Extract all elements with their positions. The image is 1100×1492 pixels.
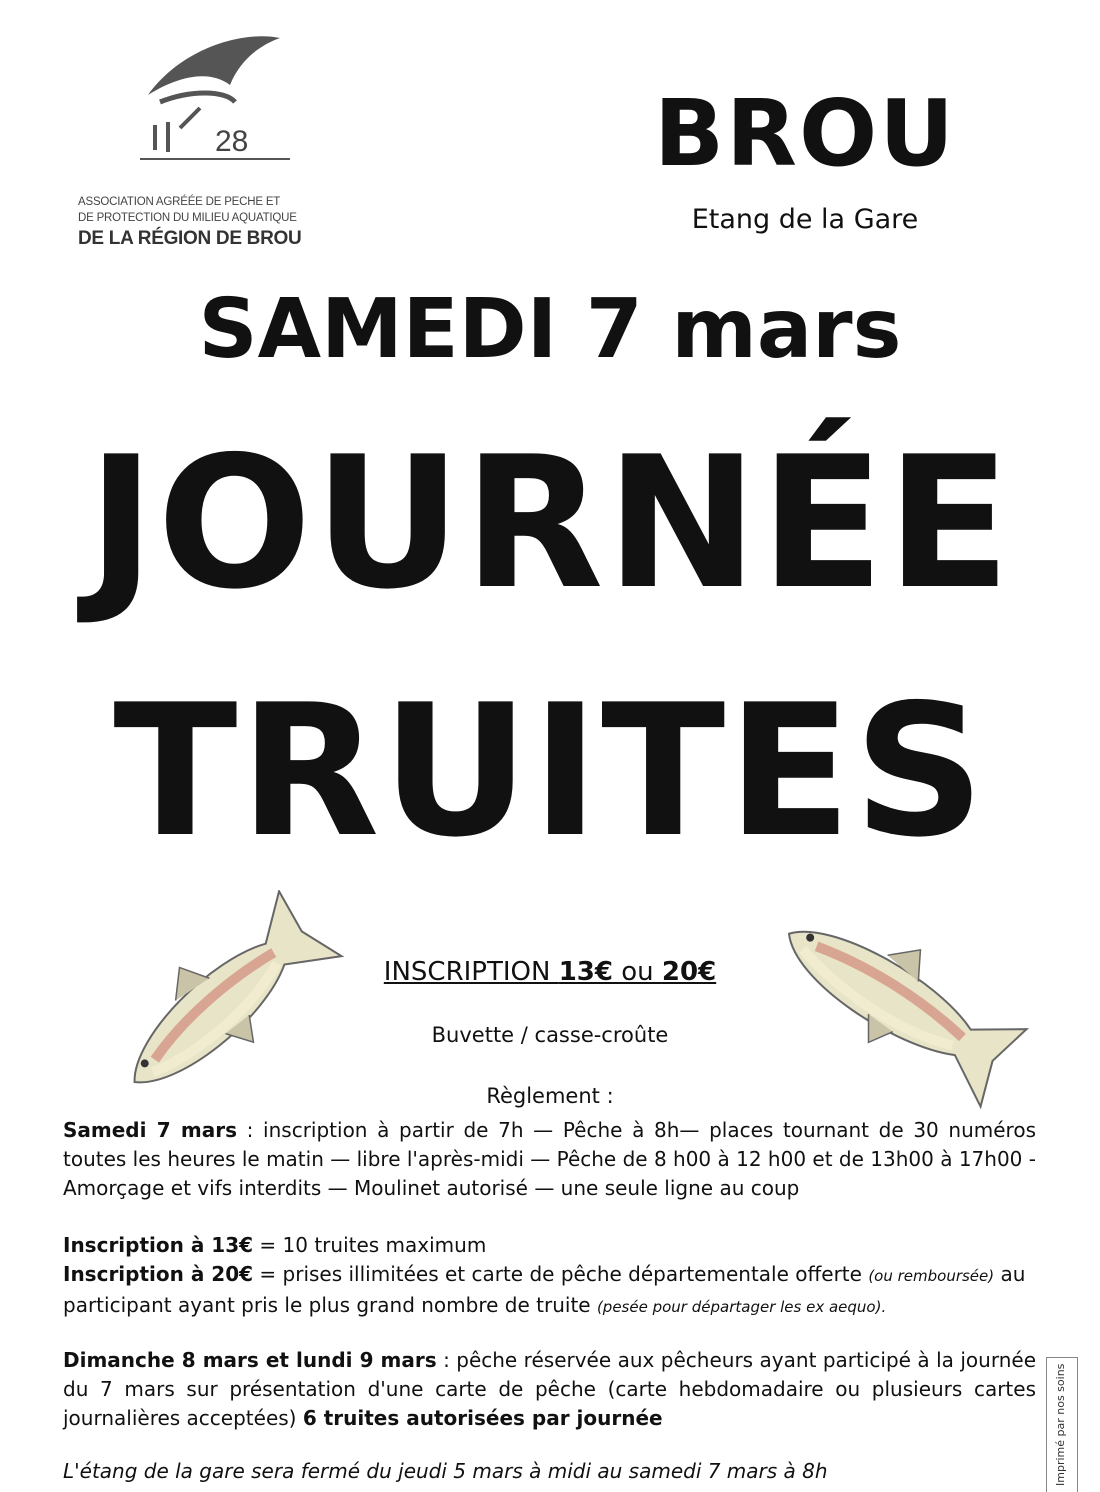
printer-note bbox=[1046, 1357, 1078, 1492]
rule-13-label: Inscription à 13€ bbox=[63, 1233, 254, 1257]
logo-text-line3: DE LA RÉGION DE BROU bbox=[78, 228, 302, 249]
rule-20-text-cont: au participant ayant pris le plus grand nombre de truite bbox=[63, 1262, 1026, 1317]
inscription-prices bbox=[330, 957, 770, 987]
closing-notice: L'étang de la gare sera fermé du jeudi 5 mars à midi au samedi 7 mars à 8h bbox=[63, 1459, 828, 1483]
rule-20-label: Inscription à 20€ bbox=[63, 1262, 254, 1286]
rule-saturday-label: Samedi 7 mars bbox=[63, 1118, 238, 1142]
event-title-line2: TRUITES bbox=[113, 665, 987, 877]
rule-saturday-text: : inscription à partir de 7h — Pêche à 8h— places tournant de 30 numéros toutes les heures le matin — libre l'après-midi — Pêche de 8 h00 à 12 h00 et de 13h00 à 17h00 - Amorçage et vifs interdits — Moulinet autorisé — une seule ligne au coup bbox=[63, 1118, 1036, 1200]
price-13: 13€ bbox=[558, 957, 613, 987]
rule-sunday-text: : pêche réservée aux pêcheurs ayant participé à la journée du 7 mars sur présentation d'une carte de pêche (carte hebdomadaire ou plusieurs cartes journalières acceptées) bbox=[63, 1348, 1036, 1430]
reglement-title: Règlement : bbox=[486, 1084, 614, 1108]
event-date: SAMEDI 7 mars bbox=[198, 282, 902, 377]
logo-text-line1: ASSOCIATION AGRÉÉE DE PECHE ET bbox=[78, 196, 281, 208]
rule-sunday-monday bbox=[63, 1346, 1036, 1433]
logo-number: 28 bbox=[215, 125, 249, 158]
logo-text-line2: DE PROTECTION DU MILIEU AQUATIQUE bbox=[78, 212, 297, 224]
event-title-line1: JOURNÉE bbox=[87, 417, 1013, 629]
rule-sunday-limit: 6 truites autorisées par journée bbox=[302, 1406, 663, 1430]
buvette-info: Buvette / casse-croûte bbox=[431, 1023, 669, 1047]
rule-13-text: = 10 truites maximum bbox=[253, 1233, 487, 1257]
trout-illustration-right bbox=[760, 890, 1030, 1110]
rule-20-note2: (pesée pour départager les ex aequo). bbox=[596, 1298, 887, 1316]
rule-sunday-label: Dimanche 8 mars et lundi 9 mars bbox=[63, 1348, 437, 1372]
rule-inscription-options bbox=[63, 1231, 1036, 1322]
price-20: 20€ bbox=[661, 957, 717, 987]
venue-name: Etang de la Gare bbox=[691, 204, 919, 235]
rule-20-text: = prises illimitées et carte de pêche départementale offerte bbox=[253, 1262, 869, 1286]
rule-saturday bbox=[63, 1116, 1036, 1203]
printer-note-text: Imprimé par nos soins bbox=[1054, 1363, 1067, 1486]
trout-illustration-left bbox=[95, 890, 345, 1120]
town-name: BROU bbox=[654, 80, 956, 187]
association-logo bbox=[70, 30, 320, 260]
price-separator: ou bbox=[613, 957, 662, 987]
inscription-label: INSCRIPTION bbox=[383, 957, 559, 987]
rule-20-note: (ou remboursée) bbox=[868, 1267, 995, 1285]
